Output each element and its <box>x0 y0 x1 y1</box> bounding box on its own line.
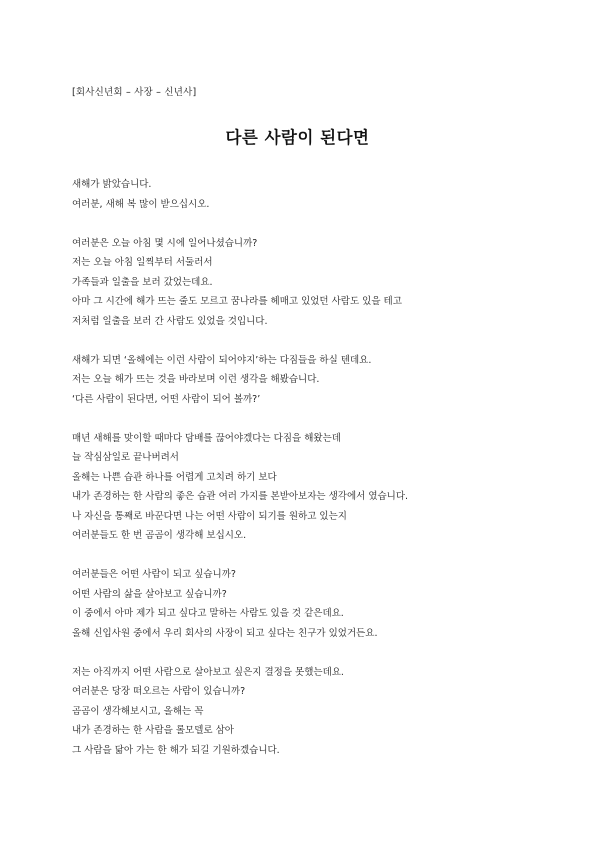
paragraph <box>72 351 532 410</box>
text-line: 이 중에서 아마 제가 되고 싶다고 말하는 사람도 있을 것 같은데요. <box>72 608 344 619</box>
paragraph <box>72 234 532 332</box>
text-line: 가족들과 일출을 보러 갔었는데요. <box>72 276 213 288</box>
text-line: 저는 오늘 해가 뜨는 것을 바라보며 이런 생각을 해봤습니다. <box>72 374 320 385</box>
paragraph <box>72 175 532 214</box>
text-line: ‘다른 사람이 된다면, 어떤 사람이 되어 볼까?’ <box>72 393 261 405</box>
text-line: 내가 존경하는 한 사람의 좋은 습관 여러 가지를 본받아보자는 생각에서 였습니다. <box>72 491 409 502</box>
text-line: 아마 그 시간에 해가 뜨는 줄도 모르고 꿈나라를 헤매고 있었던 사람도 있을 테고 <box>72 296 402 307</box>
text-line: 저는 아직까지 어떤 사람으로 살아보고 싶은지 결정을 못했는데요. <box>72 666 344 678</box>
text-line: 매년 새해를 맞이할 때마다 담배를 끊어야겠다는 다짐을 해왔는데 <box>72 432 341 444</box>
text-line: 새해가 밝았습니다. <box>72 179 152 190</box>
text-line: 여러분, 새해 복 많이 받으십시오. <box>72 198 210 210</box>
text-line: 올해는 나쁜 습관 하나를 어렵게 고치려 하기 보다 <box>72 471 277 483</box>
text-line: 새해가 되면 ‘올해에는 이런 사람이 되어야지’하는 다짐들을 하실 텐데요. <box>72 354 372 366</box>
paragraph <box>72 429 532 546</box>
text-line: 여러분은 당장 떠오르는 사람이 있습니까? <box>72 686 246 697</box>
text-line: 늘 작심삼일로 끝나버려서 <box>72 452 179 463</box>
document-body <box>72 175 532 780</box>
text-line: 곰곰이 생각해보시고, 올해는 꼭 <box>72 705 204 717</box>
text-line: 저는 오늘 아침 일찍부터 서둘러서 <box>72 257 213 268</box>
text-line: 올해 신입사원 중에서 우리 회사의 사장이 되고 싶다는 친구가 있었거든요. <box>72 627 378 639</box>
text-line: 그 사람을 닮아 가는 한 해가 되길 기원하겠습니다. <box>72 744 280 756</box>
paragraph <box>72 663 532 761</box>
text-line: 나 자신을 통째로 바꾼다면 나는 어떤 사람이 되기를 원하고 있는지 <box>72 510 347 522</box>
document-header: [회사신년회 – 사장 – 신년사] <box>72 87 197 98</box>
text-line: 어떤 사람의 삶을 살아보고 싶습니까? <box>72 588 227 600</box>
text-line: 저처럼 일출을 보러 간 사람도 있었을 것입니다. <box>72 315 268 327</box>
paragraph <box>72 565 532 643</box>
text-line: 여러분들은 어떤 사람이 되고 싶습니까? <box>72 569 236 580</box>
text-line: 여러분들도 한 번 곰곰이 생각해 보십시오. <box>72 530 247 541</box>
text-line: 여러분은 오늘 아침 몇 시에 일어나셨습니까? <box>72 237 258 249</box>
document-title: 다른 사람이 된다면 <box>225 128 370 147</box>
text-line: 내가 존경하는 한 사람을 롤모델로 삼아 <box>72 725 234 736</box>
